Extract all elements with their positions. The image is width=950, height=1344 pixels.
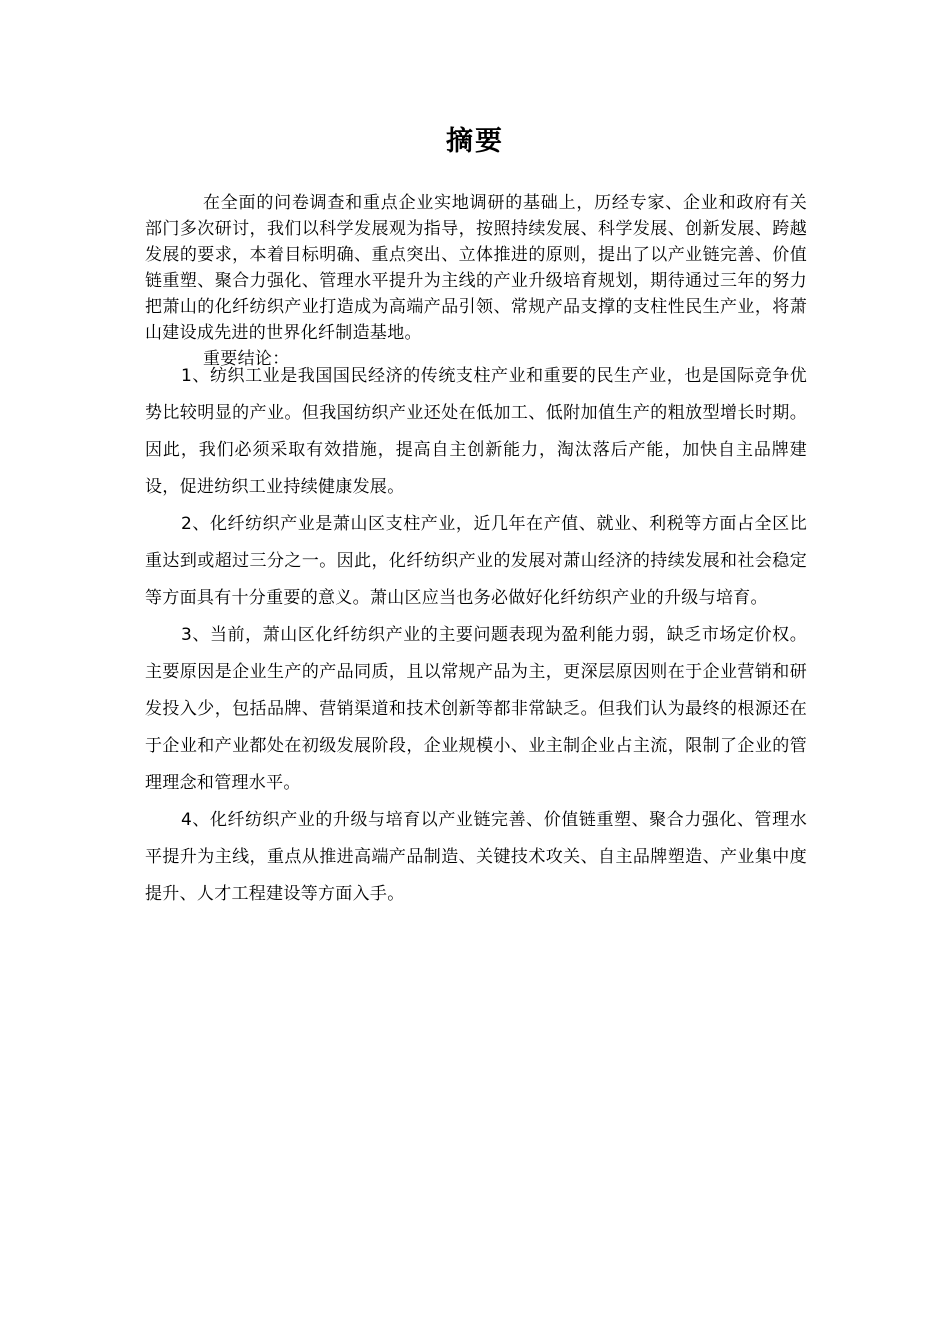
conclusions-list [145,358,807,913]
intro-paragraph: 在全面的问卷调查和重点企业实地调研的基础上，历经专家、企业和政府有关部门多次研讨，我们以科学发展观为指导，按照持续发展、科学发展、创新发展、跨越发展的要求，本着目标明确、重点突出、立体推进的原则，提出了以产业链完善、价值链重塑、聚合力强化、管理水平提升为主线的产业升级培育规划，期待通过三年的努力把萧山的化纤纺织产业打造成为高端产品引领、常规产品支撑的支柱性民生产业，将萧山建设成先进的世界化纤制造基地。 [145,193,807,343]
page-title: 摘要 [446,126,504,157]
conclusions-heading: 重要结论： [203,349,290,369]
conclusion-item-3: 3、当前，萧山区化纤纺织产业的主要问题表现为盈利能力弱，缺乏市场定价权。主要原因是企业生产的产品同质，且以常规产品为主，更深层原因则在于企业营销和研发投入少，包括品牌、营销渠道和技术创新等都非常缺乏。但我们认为最终的根源还在于企业和产业都处在初级发展阶段，企业规模小、业主制企业占主流，限制了企业的管理理念和管理水平。 [145,625,807,793]
conclusion-item-1: 1、纺织工业是我国国民经济的传统支柱产业和重要的民生产业，也是国际竞争优势比较明显的产业。但我国纺织产业还处在低加工、低附加值生产的粗放型增长时期。因此，我们必须采取有效措施，提高自主创新能力，淘汰落后产能，加快自主品牌建设，促进纺织工业持续健康发展。 [145,366,807,497]
conclusion-item-4: 4、化纤纺织产业的升级与培育以产业链完善、价值链重塑、聚合力强化、管理水平提升为主线，重点从推进高端产品制造、关键技术攻关、自主品牌塑造、产业集中度提升、人才工程建设等方面入手。 [145,810,807,904]
intro-section [145,190,807,372]
conclusion-item-2: 2、化纤纺织产业是萧山区支柱产业，近几年在产值、就业、利税等方面占全区比重达到或超过三分之一。因此，化纤纺织产业的发展对萧山经济的持续发展和社会稳定等方面具有十分重要的意义。萧山区应当也务必做好化纤纺织产业的升级与培育。 [145,514,807,608]
